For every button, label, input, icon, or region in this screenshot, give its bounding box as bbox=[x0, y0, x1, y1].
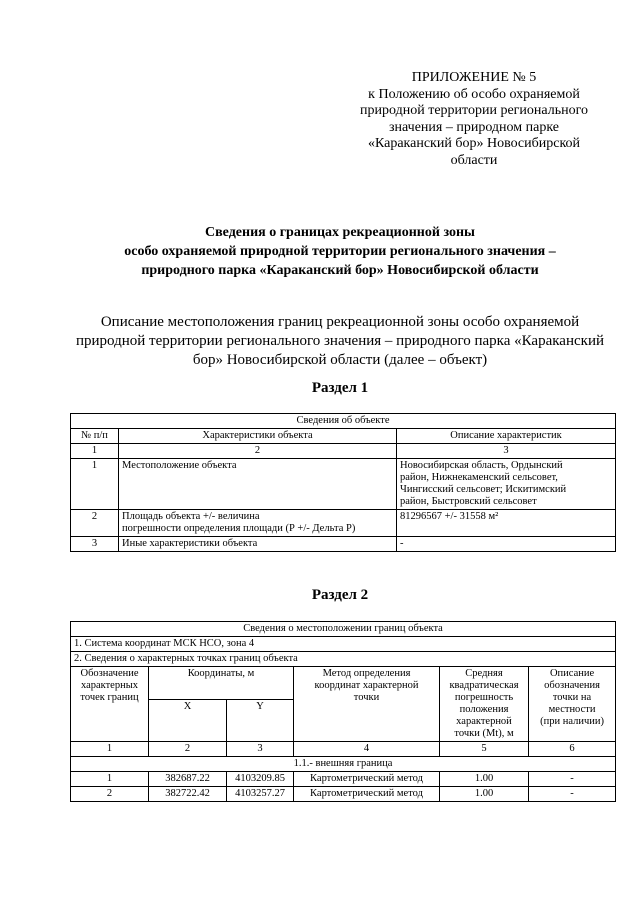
method-cell: Картометрический метод bbox=[294, 772, 440, 787]
description-cell-line: Новосибирская область, Ордынский bbox=[400, 460, 563, 471]
points-info-line: 2. Сведения о характерных точках границ объекта bbox=[71, 652, 616, 667]
x-cell: 382722.42 bbox=[149, 787, 227, 802]
y-header: Y bbox=[227, 700, 294, 742]
header-line: Обозначение bbox=[80, 668, 139, 679]
header-line: Описание bbox=[549, 668, 595, 679]
characteristic-line: погрешности определения площади (Р +/- Дельта Р) bbox=[122, 523, 356, 534]
appendix-line: к Положению об особо охраняемой bbox=[368, 86, 580, 102]
point-cell: 1 bbox=[71, 772, 149, 787]
description-cell bbox=[397, 510, 616, 537]
column-number: 4 bbox=[294, 742, 440, 757]
column-number: 5 bbox=[440, 742, 529, 757]
header-line: координат характерной bbox=[314, 680, 419, 691]
description-line: природной территории регионального значения – природного парка «Караканский bbox=[76, 333, 604, 349]
header-line: точки bbox=[353, 692, 380, 703]
coordinates-header: Координаты, м bbox=[149, 667, 294, 700]
table-row bbox=[71, 510, 616, 537]
y-cell: 4103209.85 bbox=[227, 772, 294, 787]
characteristic-line: Площадь объекта +/- величина bbox=[122, 511, 260, 522]
table-row bbox=[71, 459, 616, 510]
title-line: Сведения о границах рекреационной зоны bbox=[205, 225, 475, 240]
appendix-line: «Караканский бор» Новосибирской bbox=[367, 136, 581, 151]
header-line: Метод определения bbox=[322, 668, 411, 679]
object-description bbox=[70, 313, 610, 370]
error-cell: 1.00 bbox=[440, 772, 529, 787]
column-number: 6 bbox=[529, 742, 616, 757]
y-cell: 4103257.27 bbox=[227, 787, 294, 802]
header-line: точки на bbox=[552, 692, 592, 703]
column-header: Описание характеристик bbox=[397, 429, 616, 444]
header-line: местности bbox=[548, 704, 596, 715]
description-cell-line: район, Нижнекаменский сельсовет, bbox=[400, 472, 558, 483]
appendix-header bbox=[340, 70, 608, 169]
appendix-line: ПРИЛОЖЕНИЕ № 5 bbox=[411, 70, 537, 85]
column-number: 3 bbox=[397, 444, 616, 459]
table-caption: Сведения об объекте bbox=[71, 414, 616, 429]
description-cell bbox=[397, 459, 616, 510]
header-line: положения bbox=[459, 704, 509, 715]
appendix-line: значения – природном парке bbox=[388, 119, 560, 135]
characteristic-cell bbox=[119, 537, 397, 552]
column-number: 3 bbox=[227, 742, 294, 757]
title-line: природного парка «Караканский бор» Новосибирской области bbox=[141, 263, 539, 278]
column-number: 2 bbox=[149, 742, 227, 757]
method-header bbox=[294, 667, 440, 742]
document-title bbox=[70, 223, 610, 280]
section-2-heading: Раздел 2 bbox=[311, 587, 369, 603]
header-line: характерной bbox=[456, 716, 512, 727]
table-row bbox=[71, 787, 616, 802]
description-cell-line: район, Быстровский сельсовет bbox=[400, 496, 537, 507]
row-number: 2 bbox=[71, 510, 119, 537]
column-header: Характеристики объекта bbox=[119, 429, 397, 444]
error-header bbox=[440, 667, 529, 742]
table-row bbox=[71, 772, 616, 787]
header-line: точек границ bbox=[80, 692, 139, 703]
column-number: 2 bbox=[119, 444, 397, 459]
method-cell: Картометрический метод bbox=[294, 787, 440, 802]
header-line: характерных bbox=[80, 680, 139, 691]
description-cell-line: - bbox=[400, 538, 404, 549]
description-line: бор» Новосибирской области (далее – объект) bbox=[192, 352, 488, 368]
appendix-line: природной территории регионального bbox=[360, 103, 588, 118]
description-cell: - bbox=[529, 772, 616, 787]
table-row bbox=[71, 537, 616, 552]
point-description-header bbox=[529, 667, 616, 742]
column-header: № п/п bbox=[71, 429, 119, 444]
header-line: обозначения bbox=[544, 680, 600, 691]
row-number: 3 bbox=[71, 537, 119, 552]
characteristic-line: Местоположение объекта bbox=[122, 460, 237, 471]
point-cell: 2 bbox=[71, 787, 149, 802]
header-line: точки (Mt), м bbox=[454, 728, 514, 739]
x-header: X bbox=[149, 700, 227, 742]
column-number: 1 bbox=[71, 742, 149, 757]
column-number: 1 bbox=[71, 444, 119, 459]
header-line: (при наличии) bbox=[540, 716, 604, 727]
header-line: квадратическая bbox=[449, 680, 519, 691]
designation-header bbox=[71, 667, 149, 742]
header-line: погрешность bbox=[454, 692, 514, 703]
description-line: Описание местоположения границ рекреационной зоны особо охраняемой bbox=[100, 314, 580, 330]
coordinate-system-line: 1. Система координат МСК НСО, зона 4 bbox=[71, 637, 616, 652]
description-cell-line: 81296567 +/- 31558 м² bbox=[400, 511, 499, 522]
table-caption: Сведения о местоположении границ объекта bbox=[71, 622, 616, 637]
description-cell: - bbox=[529, 787, 616, 802]
characteristic-cell bbox=[119, 459, 397, 510]
appendix-line: области bbox=[450, 152, 498, 168]
characteristic-line: Иные характеристики объекта bbox=[122, 538, 258, 549]
row-number: 1 bbox=[71, 459, 119, 510]
boundary-subheading: 1.1.- внешняя граница bbox=[71, 757, 616, 772]
description-cell bbox=[397, 537, 616, 552]
x-cell: 382687.22 bbox=[149, 772, 227, 787]
object-info-table bbox=[70, 413, 616, 552]
title-line: особо охраняемой природной территории регионального значения – bbox=[124, 244, 556, 259]
error-cell: 1.00 bbox=[440, 787, 529, 802]
description-cell-line: Чингисский сельсовет; Искитимский bbox=[400, 484, 567, 495]
header-line: Средняя bbox=[465, 668, 503, 679]
characteristic-cell bbox=[119, 510, 397, 537]
boundary-points-table bbox=[70, 621, 616, 802]
section-1-heading: Раздел 1 bbox=[311, 380, 369, 396]
